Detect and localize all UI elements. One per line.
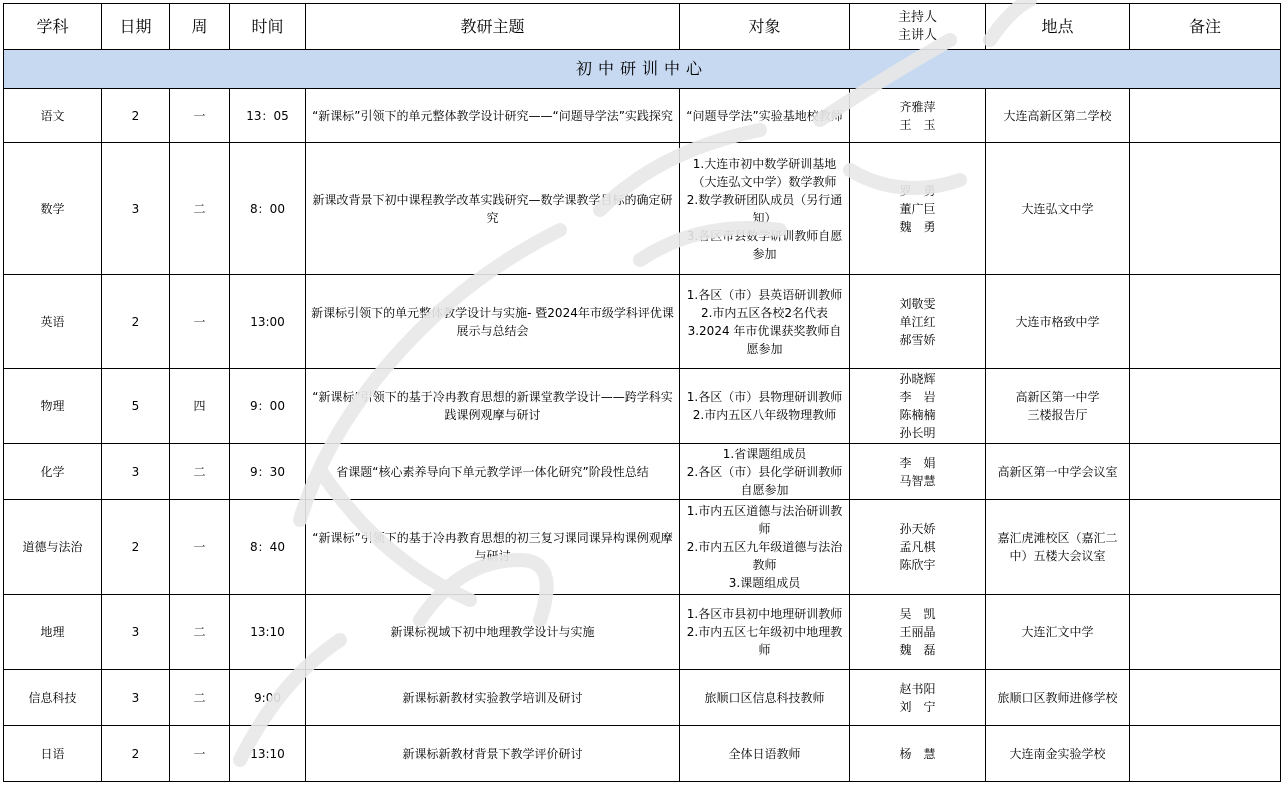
subject-cell: 道德与法治 <box>4 500 102 595</box>
table-row <box>4 595 1281 670</box>
weekday-cell: 二 <box>170 143 230 275</box>
weekday-cell: 四 <box>170 369 230 444</box>
time-cell: 13:10 <box>230 726 306 782</box>
note-cell <box>1130 726 1281 782</box>
time-cell: 9：00 <box>230 369 306 444</box>
audience-cell: 1.省课题组成员 2.各区（市）县化学研训教师自愿参加 <box>680 444 850 500</box>
note-cell <box>1130 143 1281 275</box>
location-cell: 嘉汇虎滩校区（嘉汇二中）五楼大会议室 <box>986 500 1130 595</box>
header-host-2: 主讲人 <box>897 27 937 43</box>
header-time: 时间 <box>230 4 306 50</box>
audience-cell: 旅顺口区信息科技教师 <box>680 670 850 726</box>
topic-cell: “新课标”引领下的基于冷冉教育思想的新课堂教学设计——跨学科实践课例观摩与研讨 <box>306 369 680 444</box>
weekday-cell: 一 <box>170 726 230 782</box>
section-row <box>4 50 1281 89</box>
subject-cell: 化学 <box>4 444 102 500</box>
audience-cell: 1.各区（市）县英语研训教师 2.市内五区各校2名代表 3.2024 年市优课获奖教师自愿参加 <box>680 275 850 369</box>
topic-cell: 省课题“核心素养导向下单元教学评一体化研究”阶段性总结 <box>306 444 680 500</box>
date-cell: 2 <box>102 275 170 369</box>
date-cell: 5 <box>102 369 170 444</box>
time-cell: 13:10 <box>230 595 306 670</box>
audience-cell: 全体日语教师 <box>680 726 850 782</box>
location-cell: 高新区第一中学 三楼报告厅 <box>986 369 1130 444</box>
topic-cell: “新课标”引领下的基于冷冉教育思想的初三复习课同课异构课例观摩与研讨 <box>306 500 680 595</box>
topic-cell: 新课改背景下初中课程教学改革实践研究—数学课教学目标的确定研究 <box>306 143 680 275</box>
topic-cell: 新课标视域下初中地理教学设计与实施 <box>306 595 680 670</box>
audience-cell: “问题导学法”实验基地校教师 <box>680 89 850 143</box>
date-cell: 3 <box>102 595 170 670</box>
time-cell: 9:00 <box>230 670 306 726</box>
schedule-table <box>3 3 1281 782</box>
hosts-cell: 孙晓辉 李 岩 陈楠楠 孙长明 <box>850 369 986 444</box>
location-cell: 大连高新区第二学校 <box>986 89 1130 143</box>
note-cell <box>1130 275 1281 369</box>
location-cell: 大连南金实验学校 <box>986 726 1130 782</box>
header-hosts <box>850 4 986 50</box>
hosts-cell: 吴 凯 王丽晶 魏 磊 <box>850 595 986 670</box>
note-cell <box>1130 500 1281 595</box>
location-cell: 大连汇文中学 <box>986 595 1130 670</box>
topic-cell: “新课标”引领下的单元整体教学设计研究——“问题导学法”实践探究 <box>306 89 680 143</box>
header-audience: 对象 <box>680 4 850 50</box>
date-cell: 2 <box>102 500 170 595</box>
hosts-cell: 刘敬雯 单江红 郝雪娇 <box>850 275 986 369</box>
weekday-cell: 一 <box>170 89 230 143</box>
note-cell <box>1130 369 1281 444</box>
subject-cell: 日语 <box>4 726 102 782</box>
location-cell: 大连市格致中学 <box>986 275 1130 369</box>
date-cell: 3 <box>102 670 170 726</box>
weekday-cell: 二 <box>170 444 230 500</box>
location-cell: 大连弘文中学 <box>986 143 1130 275</box>
hosts-cell: 李 娟 马智慧 <box>850 444 986 500</box>
section-title: 初中研训中心 <box>4 50 1281 89</box>
location-cell: 旅顺口区教师进修学校 <box>986 670 1130 726</box>
topic-cell: 新课标新教材背景下教学评价研讨 <box>306 726 680 782</box>
subject-cell: 信息科技 <box>4 670 102 726</box>
location-cell: 高新区第一中学会议室 <box>986 444 1130 500</box>
table-row <box>4 670 1281 726</box>
time-cell: 8：00 <box>230 143 306 275</box>
note-cell <box>1130 89 1281 143</box>
audience-cell: 1.市内五区道德与法治研训教师 2.市内五区九年级道德与法治教师 3.课题组成员 <box>680 500 850 595</box>
weekday-cell: 一 <box>170 500 230 595</box>
date-cell: 2 <box>102 726 170 782</box>
header-weekday: 周 <box>170 4 230 50</box>
subject-cell: 语文 <box>4 89 102 143</box>
time-cell: 13：05 <box>230 89 306 143</box>
hosts-cell: 赵书阳 刘 宁 <box>850 670 986 726</box>
weekday-cell: 二 <box>170 595 230 670</box>
hosts-cell: 罗 勇 董广巨 魏 勇 <box>850 143 986 275</box>
header-date: 日期 <box>102 4 170 50</box>
note-cell <box>1130 444 1281 500</box>
date-cell: 2 <box>102 89 170 143</box>
note-cell <box>1130 670 1281 726</box>
table-row <box>4 444 1281 500</box>
weekday-cell: 一 <box>170 275 230 369</box>
header-host-1: 主持人 <box>897 9 937 25</box>
subject-cell: 地理 <box>4 595 102 670</box>
time-cell: 9：30 <box>230 444 306 500</box>
date-cell: 3 <box>102 143 170 275</box>
header-location: 地点 <box>986 4 1130 50</box>
table-row <box>4 275 1281 369</box>
table-row <box>4 143 1281 275</box>
date-cell: 3 <box>102 444 170 500</box>
hosts-cell: 杨 慧 <box>850 726 986 782</box>
audience-cell: 1.大连市初中数学研训基地（大连弘文中学）数学教师 2.数学教研团队成员（另行通知） 3.各区市县数学研训教师自愿参加 <box>680 143 850 275</box>
header-topic: 教研主题 <box>306 4 680 50</box>
topic-cell: 新课标新教材实验教学培训及研讨 <box>306 670 680 726</box>
audience-cell: 1.各区市县初中地理研训教师 2.市内五区七年级初中地理教师 <box>680 595 850 670</box>
header-subject: 学科 <box>4 4 102 50</box>
table-row <box>4 89 1281 143</box>
subject-cell: 物理 <box>4 369 102 444</box>
subject-cell: 英语 <box>4 275 102 369</box>
audience-cell: 1.各区（市）县物理研训教师 2.市内五区八年级物理教师 <box>680 369 850 444</box>
weekday-cell: 二 <box>170 670 230 726</box>
topic-cell: 新课标引领下的单元整体教学设计与实施- 暨2024年市级学科评优课展示与总结会 <box>306 275 680 369</box>
table-row <box>4 500 1281 595</box>
note-cell <box>1130 595 1281 670</box>
header-row <box>4 4 1281 50</box>
time-cell: 8：40 <box>230 500 306 595</box>
subject-cell: 数学 <box>4 143 102 275</box>
time-cell: 13:00 <box>230 275 306 369</box>
hosts-cell: 孙天娇 孟凡棋 陈欣宇 <box>850 500 986 595</box>
table-row <box>4 726 1281 782</box>
header-note: 备注 <box>1130 4 1281 50</box>
table-row <box>4 369 1281 444</box>
hosts-cell: 齐雅萍 王 玉 <box>850 89 986 143</box>
